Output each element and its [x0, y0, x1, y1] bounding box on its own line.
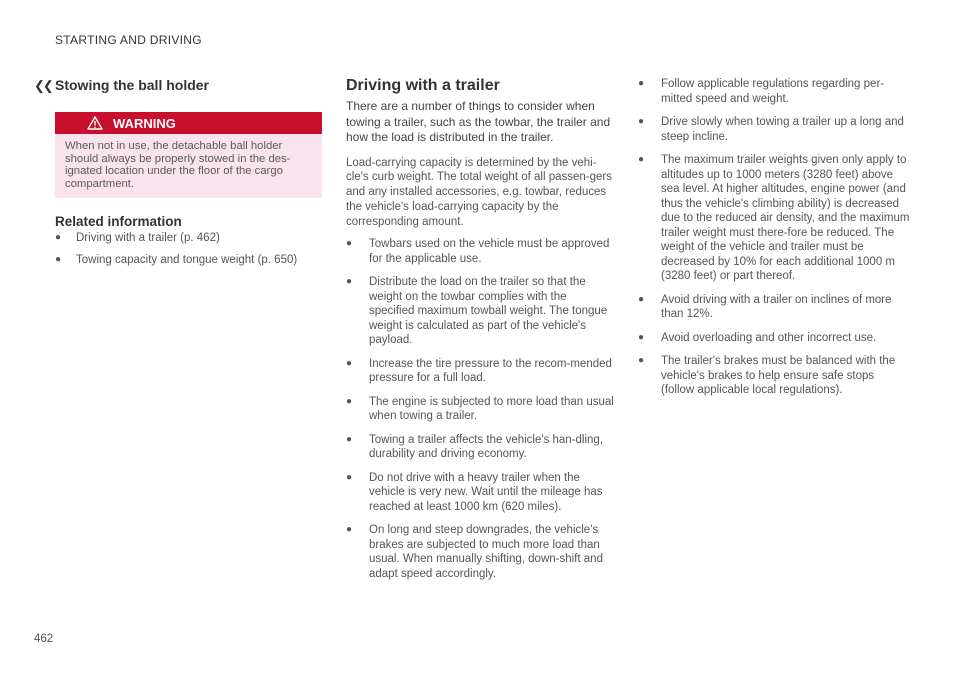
list-item: [638, 153, 910, 284]
list-item-text: The maximum trailer weights given only apply to altitudes up to 1000 meters (3280 feet) above sea level. At higher altitudes, engine power (and thus the vehicle's climbing ability) is decreased due to the reduced air density, and the maximum trailer weight must there-fore be reduced. The weight of the vehicle and trailer must be decreased by 10% for each additional 1000 m (3280 feet) or part thereof.: [661, 154, 910, 282]
page-number: 462: [34, 633, 54, 645]
warning-text: When not in use, the detachable ball holder should always be properly stowed in the des-ignated location under the floor of the cargo compartment.: [65, 140, 291, 190]
related-link-towing-capacity[interactable]: [55, 253, 322, 268]
list-item-text: Distribute the load on the trailer so that the weight on the towbar complies with the specified maximum towball weight. The tongue weight is calculated as part of the vehicle's payload.: [369, 276, 608, 347]
bullet-icon: ●: [55, 253, 62, 265]
list-item-text: Avoid overloading and other incorrect use.: [661, 331, 877, 344]
list-item: [346, 237, 614, 266]
list-item-text: The engine is subjected to more load than usual when towing a trailer.: [369, 395, 614, 423]
list-item: [638, 115, 910, 144]
list-item-text: Towbars used on the vehicle must be approved for the applicable use.: [369, 238, 610, 265]
warning-box: [55, 112, 322, 198]
warning-triangle-icon: [87, 116, 103, 130]
chevron-left-icon[interactable]: ❮❮: [34, 78, 52, 93]
related-link-label[interactable]: Towing capacity and tongue weight (p. 650): [76, 253, 298, 266]
list-item-text: Drive slowly when towing a trailer up a long and steep incline.: [661, 116, 904, 143]
bullet-icon: ●: [346, 433, 353, 445]
stowing-title: Stowing the ball holder: [55, 77, 209, 93]
bullet-icon: ●: [346, 238, 353, 250]
list-item-text: Avoid driving with a trailer on inclines of more than 12%.: [661, 293, 892, 320]
list-item: [346, 523, 614, 581]
list-item: [638, 77, 910, 106]
section-header: STARTING AND DRIVING: [55, 33, 202, 47]
list-item: [638, 331, 910, 346]
bullet-icon: ●: [638, 355, 645, 366]
list-item: [638, 293, 910, 322]
list-item-text: Towing a trailer affects the vehicle's han-dling, durability and driving economy.: [369, 433, 604, 461]
bullet-icon: ●: [638, 116, 645, 127]
list-item-text: Increase the tire pressure to the recom-mended pressure for a full load.: [369, 357, 612, 385]
list-item: [346, 275, 614, 348]
driving-with-trailer-title: Driving with a trailer: [346, 77, 500, 94]
intro-text: There are a number of things to consider when towing a trailer, such as the towbar, the trailer and how the load is distributed in the trailer.: [346, 99, 611, 144]
list-item: [346, 433, 614, 462]
list-item: [638, 354, 910, 398]
related-information-title: Related information: [55, 214, 182, 229]
trailer-tips-list-continued: [638, 77, 910, 398]
column-middle: [346, 77, 614, 590]
bullet-icon: ●: [346, 524, 353, 536]
related-link-driving-with-trailer[interactable]: [55, 231, 322, 246]
list-item: [346, 357, 614, 386]
column-right: [638, 77, 910, 407]
related-list: [55, 231, 322, 267]
bullet-icon: ●: [638, 154, 645, 165]
list-item-text: Follow applicable regulations regarding per-mitted speed and weight.: [661, 78, 885, 105]
list-item-text: On long and steep downgrades, the vehicle's brakes are subjected to much more load than usual. When manually shifting, down-shift and adapt speed accordingly.: [369, 524, 603, 580]
list-item: [346, 471, 614, 515]
warning-title: WARNING: [113, 115, 176, 131]
bullet-icon: ●: [638, 293, 645, 305]
bullet-icon: ●: [638, 78, 645, 89]
load-capacity-paragraph: Load-carrying capacity is determined by the vehi-cle's curb weight. The total weight of all passen-gers and any installed accessories, e.g. towbar, reduces the vehicle's load-carrying capacity by the corresponding amount.: [346, 156, 612, 228]
trailer-tips-list: [346, 237, 614, 581]
list-item-text: Do not drive with a heavy trailer when the vehicle is very new. Wait until the mileage has reached at least 1000 km (620 miles).: [369, 471, 603, 513]
bullet-icon: ●: [346, 395, 353, 407]
bullet-icon: ●: [638, 331, 645, 343]
list-item-text: The trailer's brakes must be balanced with the vehicle's brakes to help ensure safe stops (follow applicable local regulations).: [661, 355, 896, 396]
bullet-icon: ●: [346, 276, 353, 288]
bullet-icon: ●: [346, 357, 353, 369]
list-item: [346, 395, 614, 424]
stowing-heading-row: [34, 77, 322, 94]
column-left: [34, 77, 322, 274]
warning-header: [55, 112, 322, 134]
bullet-icon: ●: [346, 471, 353, 483]
bullet-icon: ●: [55, 232, 62, 243]
related-link-label[interactable]: Driving with a trailer (p. 462): [76, 232, 220, 244]
